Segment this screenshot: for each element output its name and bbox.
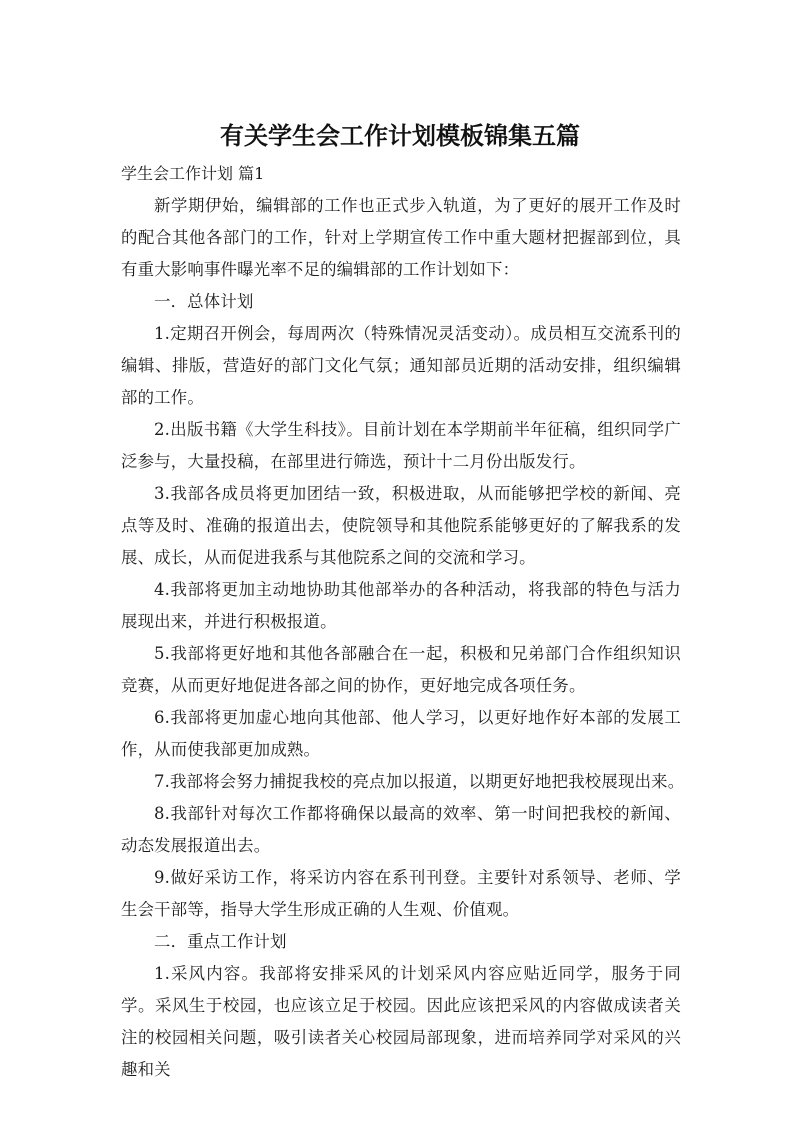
article-heading: 学生会工作计划 篇1 bbox=[121, 164, 265, 183]
paragraph-item-5: 5.我部将更好地和其他各部融合在一起，积极和兄弟部门合作组织知识竞赛，从而更好地促进各部之间的协作，更好地完成各项任务。 bbox=[121, 644, 681, 695]
section-heading-key-plan: 二．重点工作计划 bbox=[154, 932, 287, 951]
paragraph-intro: 新学期伊始，编辑部的工作也正式步入轨道，为了更好的展开工作及时的配合其他各部门的工作，针对上学期宣传工作中重大题材把握部到位，具有重大影响事件曝光率不足的编辑部的工作计划如下： bbox=[121, 196, 681, 279]
paragraph-item-3: 3.我部各成员将更加团结一致，积极进取，从而能够把学校的新闻、亮点等及时、准确的报道出去，使院领导和其他院系能够更好的了解我系的发展、成长，从而促进我系与其他院系之间的交流和学习。 bbox=[121, 484, 681, 567]
paragraph-item-4: 4.我部将更加主动地协助其他部举办的各种活动，将我部的特色与活力展现出来，并进行积极报道。 bbox=[121, 580, 681, 631]
paragraph-item-1: 1.定期召开例会，每周两次（特殊情况灵活变动）。成员相互交流系刊的编辑、排版，营造好的部门文化气氛；通知部员近期的活动安排，组织编辑部的工作。 bbox=[121, 324, 681, 407]
paragraph-item-2: 2.出版书籍《大学生科技》。目前计划在本学期前半年征稿，组织同学广泛参与，大量投稿，在部里进行筛选，预计十二月份出版发行。 bbox=[121, 420, 681, 471]
paragraph-item-8: 8.我部针对每次工作都将确保以最高的效率、第一时间把我校的新闻、动态发展报道出去。 bbox=[121, 804, 681, 855]
section-heading-overall-plan: 一．总体计划 bbox=[154, 292, 254, 311]
paragraph-key-item-1: 1.采风内容。我部将安排采风的计划采风内容应贴近同学，服务于同学。采风生于校园，也应该立足于校园。因此应该把采风的内容做成读者关注的校园相关问题，吸引读者关心校园局部现象，进而培养同学对采风的兴趣和关 bbox=[121, 964, 681, 1079]
paragraph-item-9: 9.做好采访工作，将采访内容在系刊刊登。主要针对系领导、老师、学生会干部等，指导大学生形成正确的人生观、价值观。 bbox=[121, 868, 681, 919]
article-body bbox=[121, 158, 685, 1086]
paragraph-item-7: 7.我部将会努力捕捉我校的亮点加以报道，以期更好地把我校展现出来。 bbox=[154, 772, 685, 791]
paragraph-item-6: 6.我部将更加虚心地向其他部、他人学习，以更好地作好本部的发展工作，从而使我部更加成熟。 bbox=[121, 708, 681, 759]
document-title: 有关学生会工作计划模板锦集五篇 bbox=[220, 122, 580, 150]
